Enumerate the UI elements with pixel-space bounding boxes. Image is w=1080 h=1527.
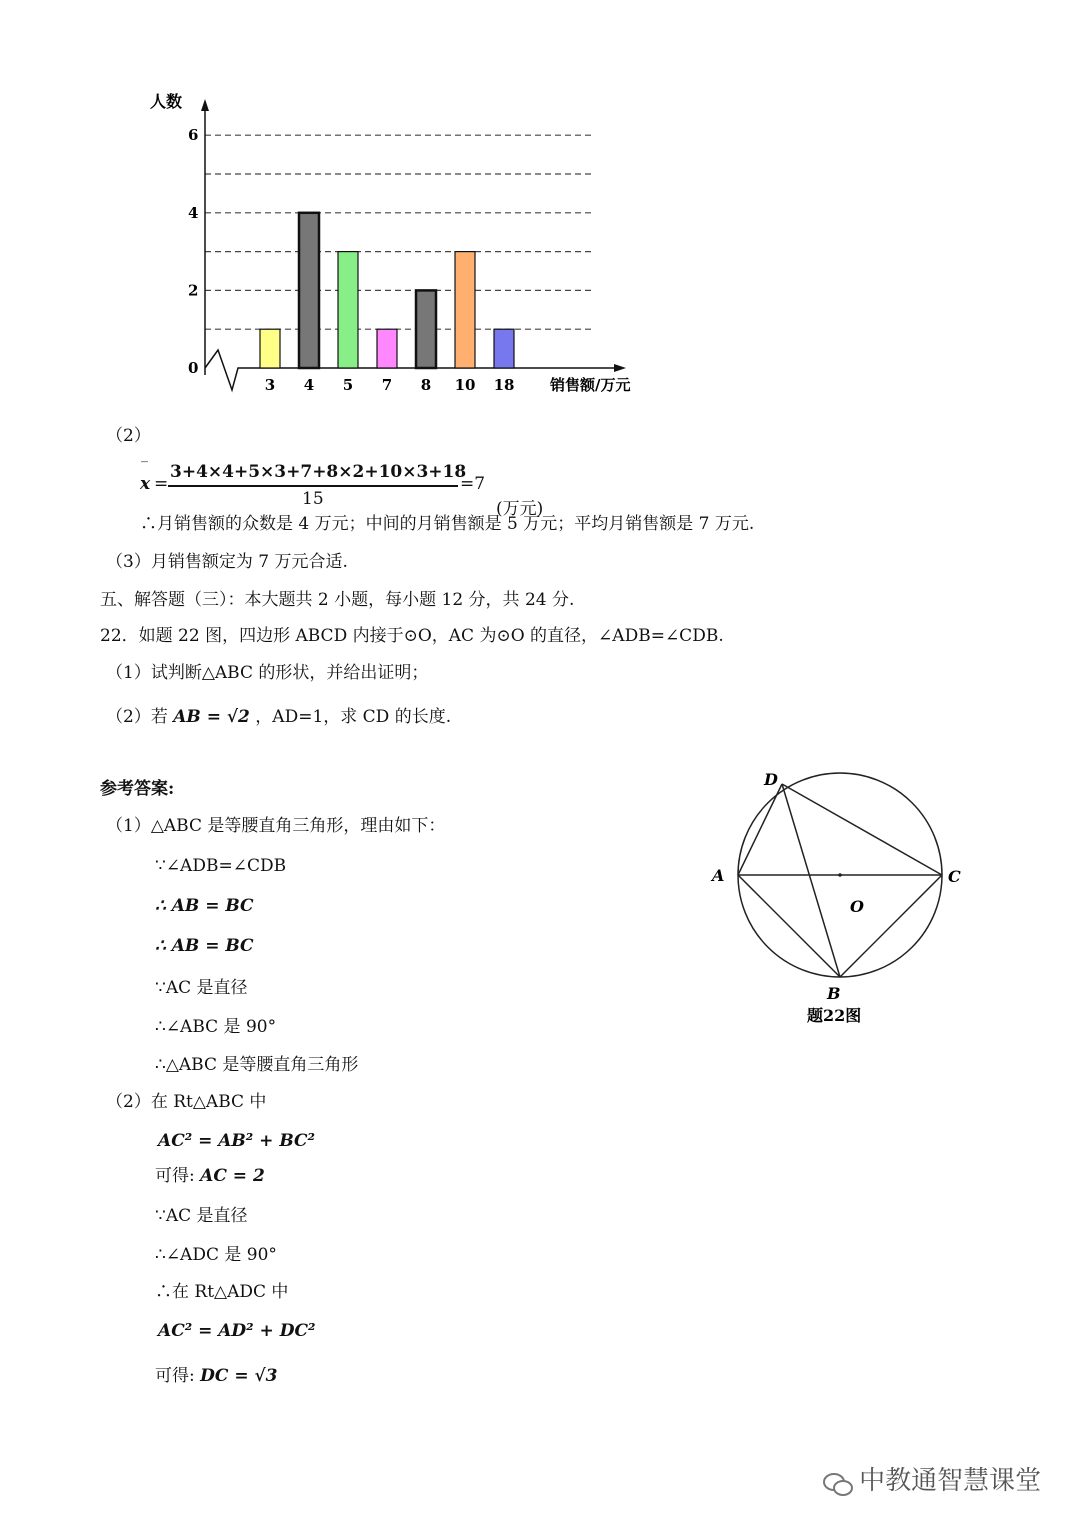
sales-bar-chart bbox=[140, 85, 680, 410]
part2-conclusion: ∴月销售额的众数是 4 万元；中间的月销售额是 5 万元；平均月销售额是 7 万元. bbox=[140, 514, 755, 534]
q22-sub2-suffix: ，AD=1，求 CD 的长度. bbox=[255, 707, 452, 727]
answer-got1-label: 可得: bbox=[155, 1166, 195, 1186]
mean-equals: = bbox=[154, 474, 169, 494]
answer-got2-value: DC = √3 bbox=[200, 1366, 278, 1386]
y-axis-title: 人数 bbox=[150, 92, 183, 111]
bar-3 bbox=[260, 329, 280, 368]
x-tick-7: 7 bbox=[381, 376, 393, 394]
label-a: A bbox=[712, 866, 725, 885]
center-point bbox=[838, 873, 842, 877]
answer-line-4: ∵AC 是直径 bbox=[155, 978, 248, 998]
q22-stem: 22．如题 22 图，四边形 ABCD 内接于⊙O，AC 为⊙O 的直径，∠ADB=∠CDB. bbox=[100, 626, 724, 646]
label-d: D bbox=[764, 770, 778, 789]
answer-got1-value: AC = 2 bbox=[200, 1166, 265, 1186]
answer-eq2: AC² = AD² + DC² bbox=[158, 1321, 316, 1341]
answer-line-7: ∵AC 是直径 bbox=[155, 1206, 248, 1226]
x-tick-5: 5 bbox=[342, 376, 354, 394]
answer-part2-head: （2）在 Rt△ABC 中 bbox=[106, 1092, 267, 1112]
q22-sub2 bbox=[106, 706, 451, 728]
q22-sub2-math: AB = √2 bbox=[173, 707, 250, 727]
x-tick-18: 18 bbox=[493, 376, 515, 394]
x-axis-title: 销售额/万元 bbox=[550, 376, 631, 394]
watermark bbox=[822, 1460, 1041, 1499]
answer-line-8: ∴∠ADC 是 90° bbox=[155, 1245, 277, 1265]
bar-7 bbox=[377, 329, 397, 368]
mean-bar: ‾ bbox=[141, 460, 148, 476]
section5-heading: 五、解答题（三）：本大题共 2 小题，每小题 12 分，共 24 分. bbox=[100, 590, 575, 610]
bar-10 bbox=[455, 252, 475, 368]
fraction-denominator: 15 bbox=[302, 489, 324, 509]
segment-ad bbox=[738, 784, 782, 875]
segment-bc bbox=[840, 875, 942, 977]
answer-eq1: AC² = AB² + BC² bbox=[158, 1131, 315, 1151]
label-b: B bbox=[827, 984, 841, 1003]
answer-line-5: ∴∠ABC 是 90° bbox=[155, 1017, 277, 1037]
fraction-numerator: 3+4×4+5×3+7+8×2+10×3+18 bbox=[170, 462, 467, 482]
watermark-text: 中教通智慧课堂 bbox=[859, 1466, 1042, 1496]
bar-5 bbox=[338, 252, 358, 368]
bar-8 bbox=[416, 290, 436, 368]
y-axis-arrow bbox=[201, 99, 209, 111]
answer-part1-head: （1）△ABC 是等腰直角三角形，理由如下： bbox=[106, 816, 446, 836]
x-tick-10: 10 bbox=[454, 376, 476, 394]
mean-result: =7 bbox=[460, 474, 486, 494]
y-tick-2: 2 bbox=[188, 281, 199, 300]
answer-line-6: ∴△ABC 是等腰直角三角形 bbox=[155, 1055, 359, 1075]
part2-label: （2） bbox=[106, 426, 151, 446]
answer-line-9: ∴在 Rt△ADC 中 bbox=[155, 1282, 289, 1302]
mean-unit: (万元) bbox=[496, 499, 544, 519]
fraction-bar bbox=[168, 485, 458, 487]
q22-sub2-prefix: （2）若 bbox=[106, 707, 168, 727]
chart-gridlines bbox=[205, 135, 595, 329]
part3-text: （3）月销售额定为 7 万元合适. bbox=[106, 552, 348, 572]
answer-title: 参考答案: bbox=[100, 779, 175, 799]
y-tick-4: 4 bbox=[188, 203, 199, 222]
wechat-icon bbox=[822, 1471, 854, 1499]
y-tick-0: 0 bbox=[188, 359, 199, 377]
bar-4 bbox=[299, 213, 319, 368]
label-c: C bbox=[948, 867, 961, 886]
figure-caption: 题22图 bbox=[807, 1006, 862, 1025]
x-tick-3: 3 bbox=[264, 376, 276, 394]
answer-got1 bbox=[155, 1165, 265, 1187]
mean-symbol: x bbox=[140, 474, 151, 494]
circle-figure-22 bbox=[700, 760, 980, 1040]
answer-line-1: ∵∠ADB=∠CDB bbox=[155, 856, 287, 876]
x-axis-arrow bbox=[614, 364, 626, 372]
y-tick-6: 6 bbox=[188, 126, 199, 145]
bar-18 bbox=[494, 329, 514, 368]
answer-line-3: ∴ AB = BC bbox=[155, 936, 254, 956]
label-o: O bbox=[850, 897, 864, 916]
x-tick-labels bbox=[265, 376, 515, 394]
q22-sub1: （1）试判断△ABC 的形状，并给出证明； bbox=[106, 663, 429, 683]
answer-got2 bbox=[155, 1365, 278, 1387]
answer-line-2-arc: ∴ AB = BC bbox=[155, 896, 254, 916]
y-tick-labels bbox=[188, 126, 198, 377]
x-tick-8: 8 bbox=[420, 376, 432, 394]
x-tick-4: 4 bbox=[303, 376, 315, 394]
answer-got2-label: 可得: bbox=[155, 1366, 195, 1386]
